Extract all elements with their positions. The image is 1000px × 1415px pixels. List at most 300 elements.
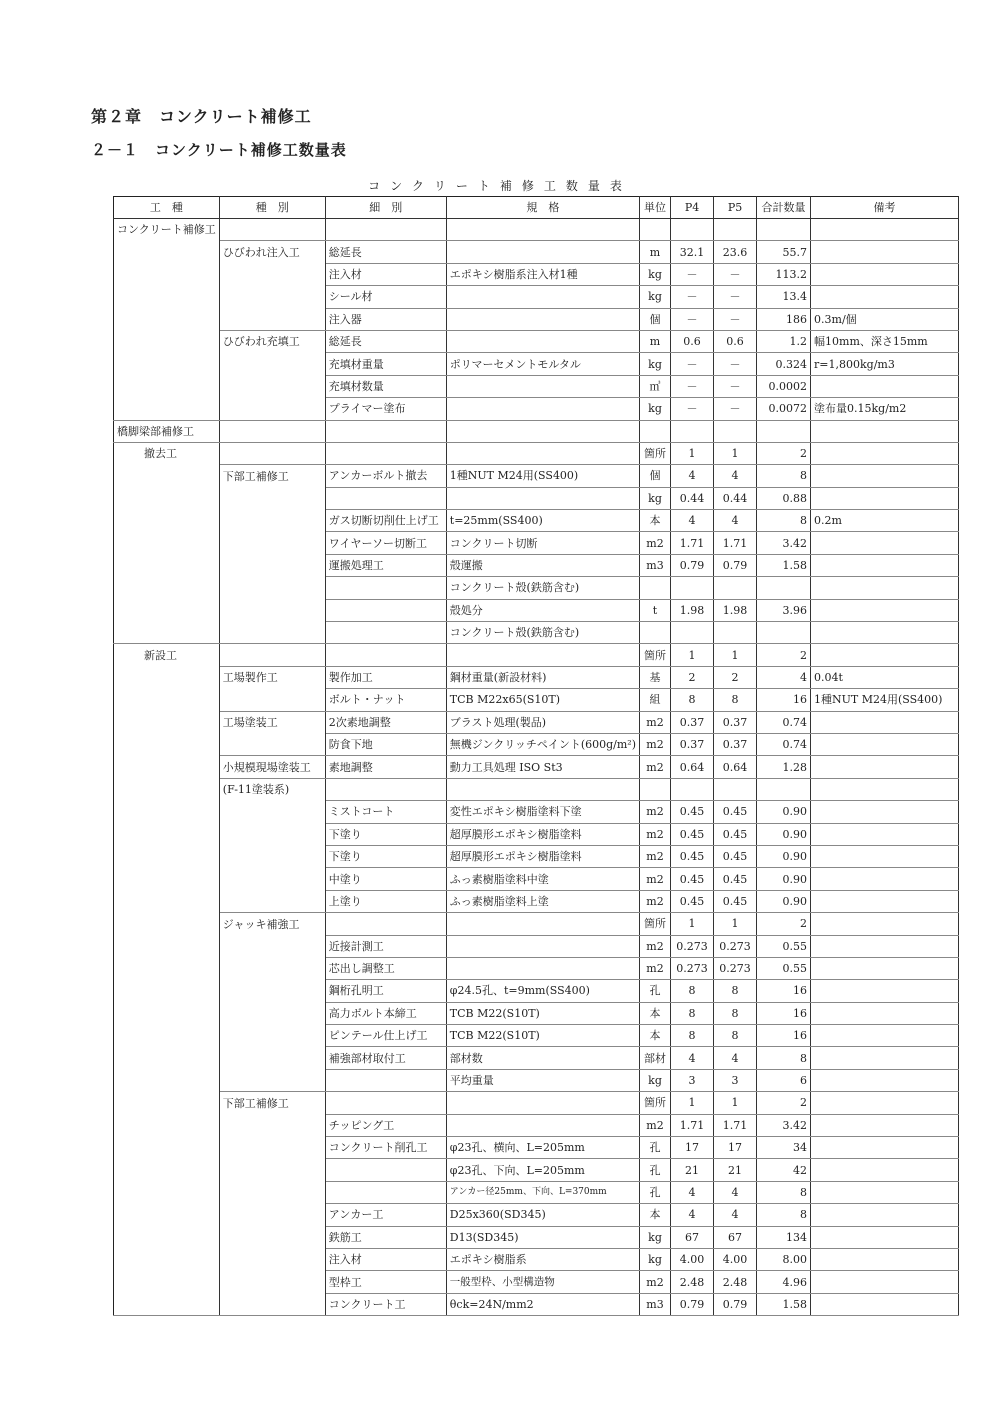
total-cell: 13.4 [757, 286, 811, 308]
total-cell: 8.00 [757, 1248, 811, 1270]
category-cell [219, 1114, 325, 1136]
total-cell: 0.74 [757, 711, 811, 733]
table-row [114, 823, 959, 845]
table-row [114, 913, 959, 935]
remarks-cell [811, 801, 959, 823]
p4-cell: 0.273 [671, 957, 714, 979]
table-title: コンクリート補修工数量表 [368, 179, 632, 193]
total-cell: 16 [757, 1002, 811, 1024]
unit-cell: kg [640, 398, 671, 420]
unit-cell: m2 [640, 1271, 671, 1293]
unit-cell: m3 [640, 554, 671, 576]
work-type-cell [114, 487, 220, 509]
unit-cell: m2 [640, 957, 671, 979]
p5-cell: 1 [714, 644, 757, 666]
total-cell: 3.42 [757, 1114, 811, 1136]
remarks-cell [811, 1226, 959, 1248]
category-cell: 下部工補修工 [219, 465, 325, 487]
detail-cell: 素地調整 [325, 756, 446, 778]
unit-cell: 箇所 [640, 442, 671, 464]
p5-cell: 0.37 [714, 711, 757, 733]
remarks-cell [811, 1248, 959, 1270]
remarks-cell [811, 1204, 959, 1226]
remarks-cell [811, 980, 959, 1002]
total-cell: 0.0072 [757, 398, 811, 420]
work-type-cell [114, 1159, 220, 1181]
table-row [114, 1025, 959, 1047]
remarks-cell [811, 1271, 959, 1293]
remarks-cell [811, 935, 959, 957]
work-type-cell [114, 957, 220, 979]
work-type-cell [114, 398, 220, 420]
unit-cell: kg [640, 1248, 671, 1270]
total-cell: 186 [757, 308, 811, 330]
p5-cell: 8 [714, 1025, 757, 1047]
total-cell: 1.28 [757, 756, 811, 778]
unit-cell: 本 [640, 1002, 671, 1024]
remarks-cell [811, 1159, 959, 1181]
spec-cell: 超厚膜形エポキシ樹脂塗料 [446, 845, 639, 867]
spec-cell: コンクリート殻(鉄筋含む) [446, 577, 639, 599]
category-cell [219, 375, 325, 397]
table-row [114, 666, 959, 688]
remarks-cell [811, 465, 959, 487]
work-type-cell [114, 935, 220, 957]
spec-cell: 1種NUT M24用(SS400) [446, 465, 639, 487]
unit-cell: 基 [640, 666, 671, 688]
work-type-cell [114, 1271, 220, 1293]
work-type-cell [114, 890, 220, 912]
table-row [114, 711, 959, 733]
category-cell [219, 308, 325, 330]
p4-cell: 0.45 [671, 801, 714, 823]
p4-cell [671, 622, 714, 644]
work-type-cell [114, 1069, 220, 1091]
remarks-cell: 幅10mm、深さ15mm [811, 330, 959, 352]
remarks-cell [811, 532, 959, 554]
category-cell: 下部工補修工 [219, 1092, 325, 1114]
table-row [114, 1002, 959, 1024]
work-type-cell [114, 1293, 220, 1315]
p4-cell: 8 [671, 980, 714, 1002]
p5-cell: － [714, 398, 757, 420]
total-cell: 8 [757, 1204, 811, 1226]
work-type-cell [114, 1226, 220, 1248]
remarks-cell [811, 442, 959, 464]
table-row [114, 957, 959, 979]
category-cell [219, 577, 325, 599]
category-cell [219, 487, 325, 509]
p5-cell: 1.71 [714, 1114, 757, 1136]
unit-cell: m3 [640, 1293, 671, 1315]
total-cell: 4.96 [757, 1271, 811, 1293]
total-cell: 8 [757, 1181, 811, 1203]
total-cell: 3.42 [757, 532, 811, 554]
remarks-cell [811, 554, 959, 576]
spec-cell: ふっ素樹脂塗料中塗 [446, 868, 639, 890]
total-cell: 2 [757, 913, 811, 935]
detail-cell [325, 1181, 446, 1203]
unit-cell: 本 [640, 1204, 671, 1226]
detail-cell: 2次素地調整 [325, 711, 446, 733]
table-row [114, 1092, 959, 1114]
remarks-cell: 塗布量0.15kg/m2 [811, 398, 959, 420]
quantity-table [113, 196, 959, 1316]
p4-cell: 1 [671, 1092, 714, 1114]
p4-cell: 0.273 [671, 935, 714, 957]
spec-cell: 平均重量 [446, 1069, 639, 1091]
detail-cell: アンカーボルト撤去 [325, 465, 446, 487]
detail-cell: 注入材 [325, 1248, 446, 1270]
remarks-cell [811, 1069, 959, 1091]
category-cell: (F-11塗装系) [219, 778, 325, 800]
detail-cell: 総延長 [325, 241, 446, 263]
unit-cell: kg [640, 353, 671, 375]
table-row [114, 1204, 959, 1226]
total-cell: 0.88 [757, 487, 811, 509]
p5-cell: 4 [714, 510, 757, 532]
p5-cell: 0.64 [714, 756, 757, 778]
spec-cell [446, 330, 639, 352]
remarks-cell [811, 622, 959, 644]
remarks-cell [811, 733, 959, 755]
total-cell: 2 [757, 644, 811, 666]
spec-cell: 殻処分 [446, 599, 639, 621]
work-type-cell [114, 465, 220, 487]
unit-cell: t [640, 599, 671, 621]
remarks-cell [811, 219, 959, 241]
spec-cell [446, 308, 639, 330]
unit-cell: m2 [640, 868, 671, 890]
total-cell: 1.2 [757, 330, 811, 352]
detail-cell: ボルト・ナット [325, 689, 446, 711]
total-cell: 113.2 [757, 263, 811, 285]
p5-cell: － [714, 375, 757, 397]
p4-cell: 2.48 [671, 1271, 714, 1293]
total-cell: 34 [757, 1137, 811, 1159]
remarks-cell [811, 1025, 959, 1047]
category-cell [219, 1181, 325, 1203]
spec-cell [446, 957, 639, 979]
p5-cell: 2.48 [714, 1271, 757, 1293]
p4-cell: 0.79 [671, 1293, 714, 1315]
spec-cell: エポキシ樹脂系注入材1種 [446, 263, 639, 285]
total-cell: 55.7 [757, 241, 811, 263]
p4-cell: 0.45 [671, 890, 714, 912]
spec-cell [446, 286, 639, 308]
category-cell [219, 1204, 325, 1226]
total-cell: 1.58 [757, 1293, 811, 1315]
unit-cell: 組 [640, 689, 671, 711]
work-type-cell [114, 599, 220, 621]
p4-cell: 1 [671, 644, 714, 666]
p4-cell: 21 [671, 1159, 714, 1181]
category-cell: 工場塗装工 [219, 711, 325, 733]
spec-cell: D25x360(SD345) [446, 1204, 639, 1226]
unit-cell: 個 [640, 465, 671, 487]
category-cell [219, 1159, 325, 1181]
detail-cell [325, 913, 446, 935]
detail-cell: 充填材数量 [325, 375, 446, 397]
spec-cell: TCB M22(S10T) [446, 1002, 639, 1024]
unit-cell: m2 [640, 845, 671, 867]
p5-cell: 0.44 [714, 487, 757, 509]
p5-cell: 0.6 [714, 330, 757, 352]
table-row [114, 465, 959, 487]
spec-cell: ブラスト処理(製品) [446, 711, 639, 733]
detail-cell: ピンテール仕上げ工 [325, 1025, 446, 1047]
total-cell [757, 219, 811, 241]
p4-cell: 8 [671, 1002, 714, 1024]
work-type-cell [114, 1181, 220, 1203]
p4-cell: 0.45 [671, 868, 714, 890]
detail-cell: 芯出し調整工 [325, 957, 446, 979]
remarks-cell [811, 913, 959, 935]
p5-cell: 4.00 [714, 1248, 757, 1270]
p4-cell: 4 [671, 510, 714, 532]
remarks-cell: 0.2m [811, 510, 959, 532]
remarks-cell: 1種NUT M24用(SS400) [811, 689, 959, 711]
total-cell: 16 [757, 980, 811, 1002]
remarks-cell [811, 778, 959, 800]
p4-cell: － [671, 398, 714, 420]
table-row [114, 868, 959, 890]
category-cell [219, 845, 325, 867]
spec-cell: 超厚膜形エポキシ樹脂塗料 [446, 823, 639, 845]
unit-cell: m [640, 241, 671, 263]
work-type-cell [114, 666, 220, 688]
table-row [114, 510, 959, 532]
spec-cell: 殻運搬 [446, 554, 639, 576]
spec-cell: t=25mm(SS400) [446, 510, 639, 532]
unit-cell: m2 [640, 935, 671, 957]
unit-cell [640, 778, 671, 800]
p5-cell: 0.273 [714, 935, 757, 957]
work-type-cell: 新設工 [114, 644, 220, 666]
spec-cell: TCB M22x65(S10T) [446, 689, 639, 711]
category-cell [219, 510, 325, 532]
remarks-cell: r=1,800kg/m3 [811, 353, 959, 375]
table-row [114, 532, 959, 554]
p4-cell [671, 219, 714, 241]
table-row [114, 1181, 959, 1203]
p4-cell: 1 [671, 442, 714, 464]
p4-cell: 4 [671, 1047, 714, 1069]
work-type-cell [114, 1137, 220, 1159]
unit-cell: ㎥ [640, 375, 671, 397]
work-type-cell [114, 1047, 220, 1069]
category-cell [219, 890, 325, 912]
unit-cell: m [640, 330, 671, 352]
p4-cell: 4 [671, 1181, 714, 1203]
total-cell: 0.55 [757, 935, 811, 957]
remarks-cell [811, 1047, 959, 1069]
unit-cell [640, 420, 671, 442]
spec-cell [446, 241, 639, 263]
p4-cell [671, 420, 714, 442]
table-row [114, 1271, 959, 1293]
detail-cell [325, 644, 446, 666]
detail-cell: プライマー塗布 [325, 398, 446, 420]
spec-cell: 部材数 [446, 1047, 639, 1069]
total-cell: 8 [757, 510, 811, 532]
total-cell: 0.90 [757, 868, 811, 890]
category-cell [219, 1069, 325, 1091]
spec-cell: アンカー径25mm、下向、L=370mm [446, 1181, 639, 1203]
table-row [114, 1137, 959, 1159]
table-row [114, 286, 959, 308]
spec-cell: 一般型枠、小型構造物 [446, 1271, 639, 1293]
detail-cell: 中塗り [325, 868, 446, 890]
work-type-cell [114, 823, 220, 845]
total-cell: 2 [757, 1092, 811, 1114]
work-type-cell [114, 263, 220, 285]
category-cell [219, 801, 325, 823]
p5-cell: 2 [714, 666, 757, 688]
work-type-cell [114, 286, 220, 308]
category-cell [219, 219, 325, 241]
remarks-cell [811, 1002, 959, 1024]
work-type-cell [114, 353, 220, 375]
p4-cell: 1 [671, 913, 714, 935]
table-row [114, 308, 959, 330]
work-type-cell [114, 1092, 220, 1114]
detail-cell [325, 1092, 446, 1114]
p5-cell: － [714, 286, 757, 308]
remarks-cell: 0.3m/個 [811, 308, 959, 330]
total-cell: 0.74 [757, 733, 811, 755]
spec-cell: コンクリート殻(鉄筋含む) [446, 622, 639, 644]
p5-cell [714, 577, 757, 599]
spec-cell [446, 644, 639, 666]
remarks-cell [811, 1293, 959, 1315]
p4-cell: 0.79 [671, 554, 714, 576]
category-cell [219, 1248, 325, 1270]
table-row [114, 622, 959, 644]
unit-cell: m2 [640, 823, 671, 845]
spec-cell: 無機ジンクリッチペイント(600g/m²) [446, 733, 639, 755]
category-cell [219, 823, 325, 845]
table-row [114, 778, 959, 800]
category-cell [219, 532, 325, 554]
p5-cell: 1 [714, 1092, 757, 1114]
unit-cell [640, 577, 671, 599]
spec-cell: コンクリート切断 [446, 532, 639, 554]
category-cell: ひびわれ充填工 [219, 330, 325, 352]
category-cell [219, 442, 325, 464]
p5-cell: 8 [714, 1002, 757, 1024]
p4-cell [671, 778, 714, 800]
table-row [114, 1226, 959, 1248]
detail-cell: 運搬処理工 [325, 554, 446, 576]
table-row [114, 241, 959, 263]
table-row [114, 1293, 959, 1315]
work-type-cell: コンクリート補修工 [114, 219, 220, 241]
detail-cell: ミストコート [325, 801, 446, 823]
category-cell [219, 644, 325, 666]
category-cell [219, 957, 325, 979]
category-cell [219, 599, 325, 621]
table-row [114, 420, 959, 442]
spec-cell [446, 913, 639, 935]
table-row [114, 935, 959, 957]
unit-cell: 箇所 [640, 913, 671, 935]
category-cell [219, 1025, 325, 1047]
work-type-cell [114, 532, 220, 554]
detail-cell: 近接計測工 [325, 935, 446, 957]
detail-cell [325, 219, 446, 241]
p5-cell [714, 420, 757, 442]
remarks-cell [811, 1181, 959, 1203]
unit-cell: m2 [640, 532, 671, 554]
unit-cell: m2 [640, 711, 671, 733]
detail-cell [325, 420, 446, 442]
p5-cell: － [714, 308, 757, 330]
remarks-cell [811, 1137, 959, 1159]
p4-cell: 0.64 [671, 756, 714, 778]
remarks-cell [811, 711, 959, 733]
total-cell: 2 [757, 442, 811, 464]
detail-cell [325, 622, 446, 644]
p5-cell: 3 [714, 1069, 757, 1091]
work-type-cell [114, 510, 220, 532]
p4-cell: － [671, 353, 714, 375]
total-cell: 0.55 [757, 957, 811, 979]
detail-cell: シール材 [325, 286, 446, 308]
unit-cell: kg [640, 1226, 671, 1248]
total-cell: 16 [757, 689, 811, 711]
p5-cell: 23.6 [714, 241, 757, 263]
detail-cell: 総延長 [325, 330, 446, 352]
remarks-cell [811, 756, 959, 778]
total-cell: 8 [757, 465, 811, 487]
table-row [114, 263, 959, 285]
total-cell [757, 622, 811, 644]
p4-cell: 1.98 [671, 599, 714, 621]
category-cell [219, 733, 325, 755]
spec-cell: θck=24N/mm2 [446, 1293, 639, 1315]
category-cell [219, 689, 325, 711]
p4-cell: － [671, 286, 714, 308]
category-cell [219, 398, 325, 420]
p4-cell: 1.71 [671, 1114, 714, 1136]
col-header: P4 [671, 197, 714, 219]
p4-cell: － [671, 308, 714, 330]
p4-cell: 0.44 [671, 487, 714, 509]
remarks-cell [811, 957, 959, 979]
col-header: 合計数量 [757, 197, 811, 219]
p5-cell: 1.71 [714, 532, 757, 554]
p4-cell: 1.71 [671, 532, 714, 554]
detail-cell: 型枠工 [325, 1271, 446, 1293]
table-body [114, 219, 959, 1316]
total-cell [757, 577, 811, 599]
unit-cell: kg [640, 1069, 671, 1091]
work-type-cell [114, 913, 220, 935]
p5-cell: 0.45 [714, 845, 757, 867]
spec-cell [446, 935, 639, 957]
p5-cell [714, 778, 757, 800]
unit-cell: 孔 [640, 1159, 671, 1181]
work-type-cell [114, 330, 220, 352]
work-type-cell [114, 980, 220, 1002]
total-cell: 0.90 [757, 823, 811, 845]
category-cell [219, 1226, 325, 1248]
remarks-cell [811, 823, 959, 845]
spec-cell [446, 487, 639, 509]
total-cell: 0.90 [757, 845, 811, 867]
p4-cell: 8 [671, 1025, 714, 1047]
